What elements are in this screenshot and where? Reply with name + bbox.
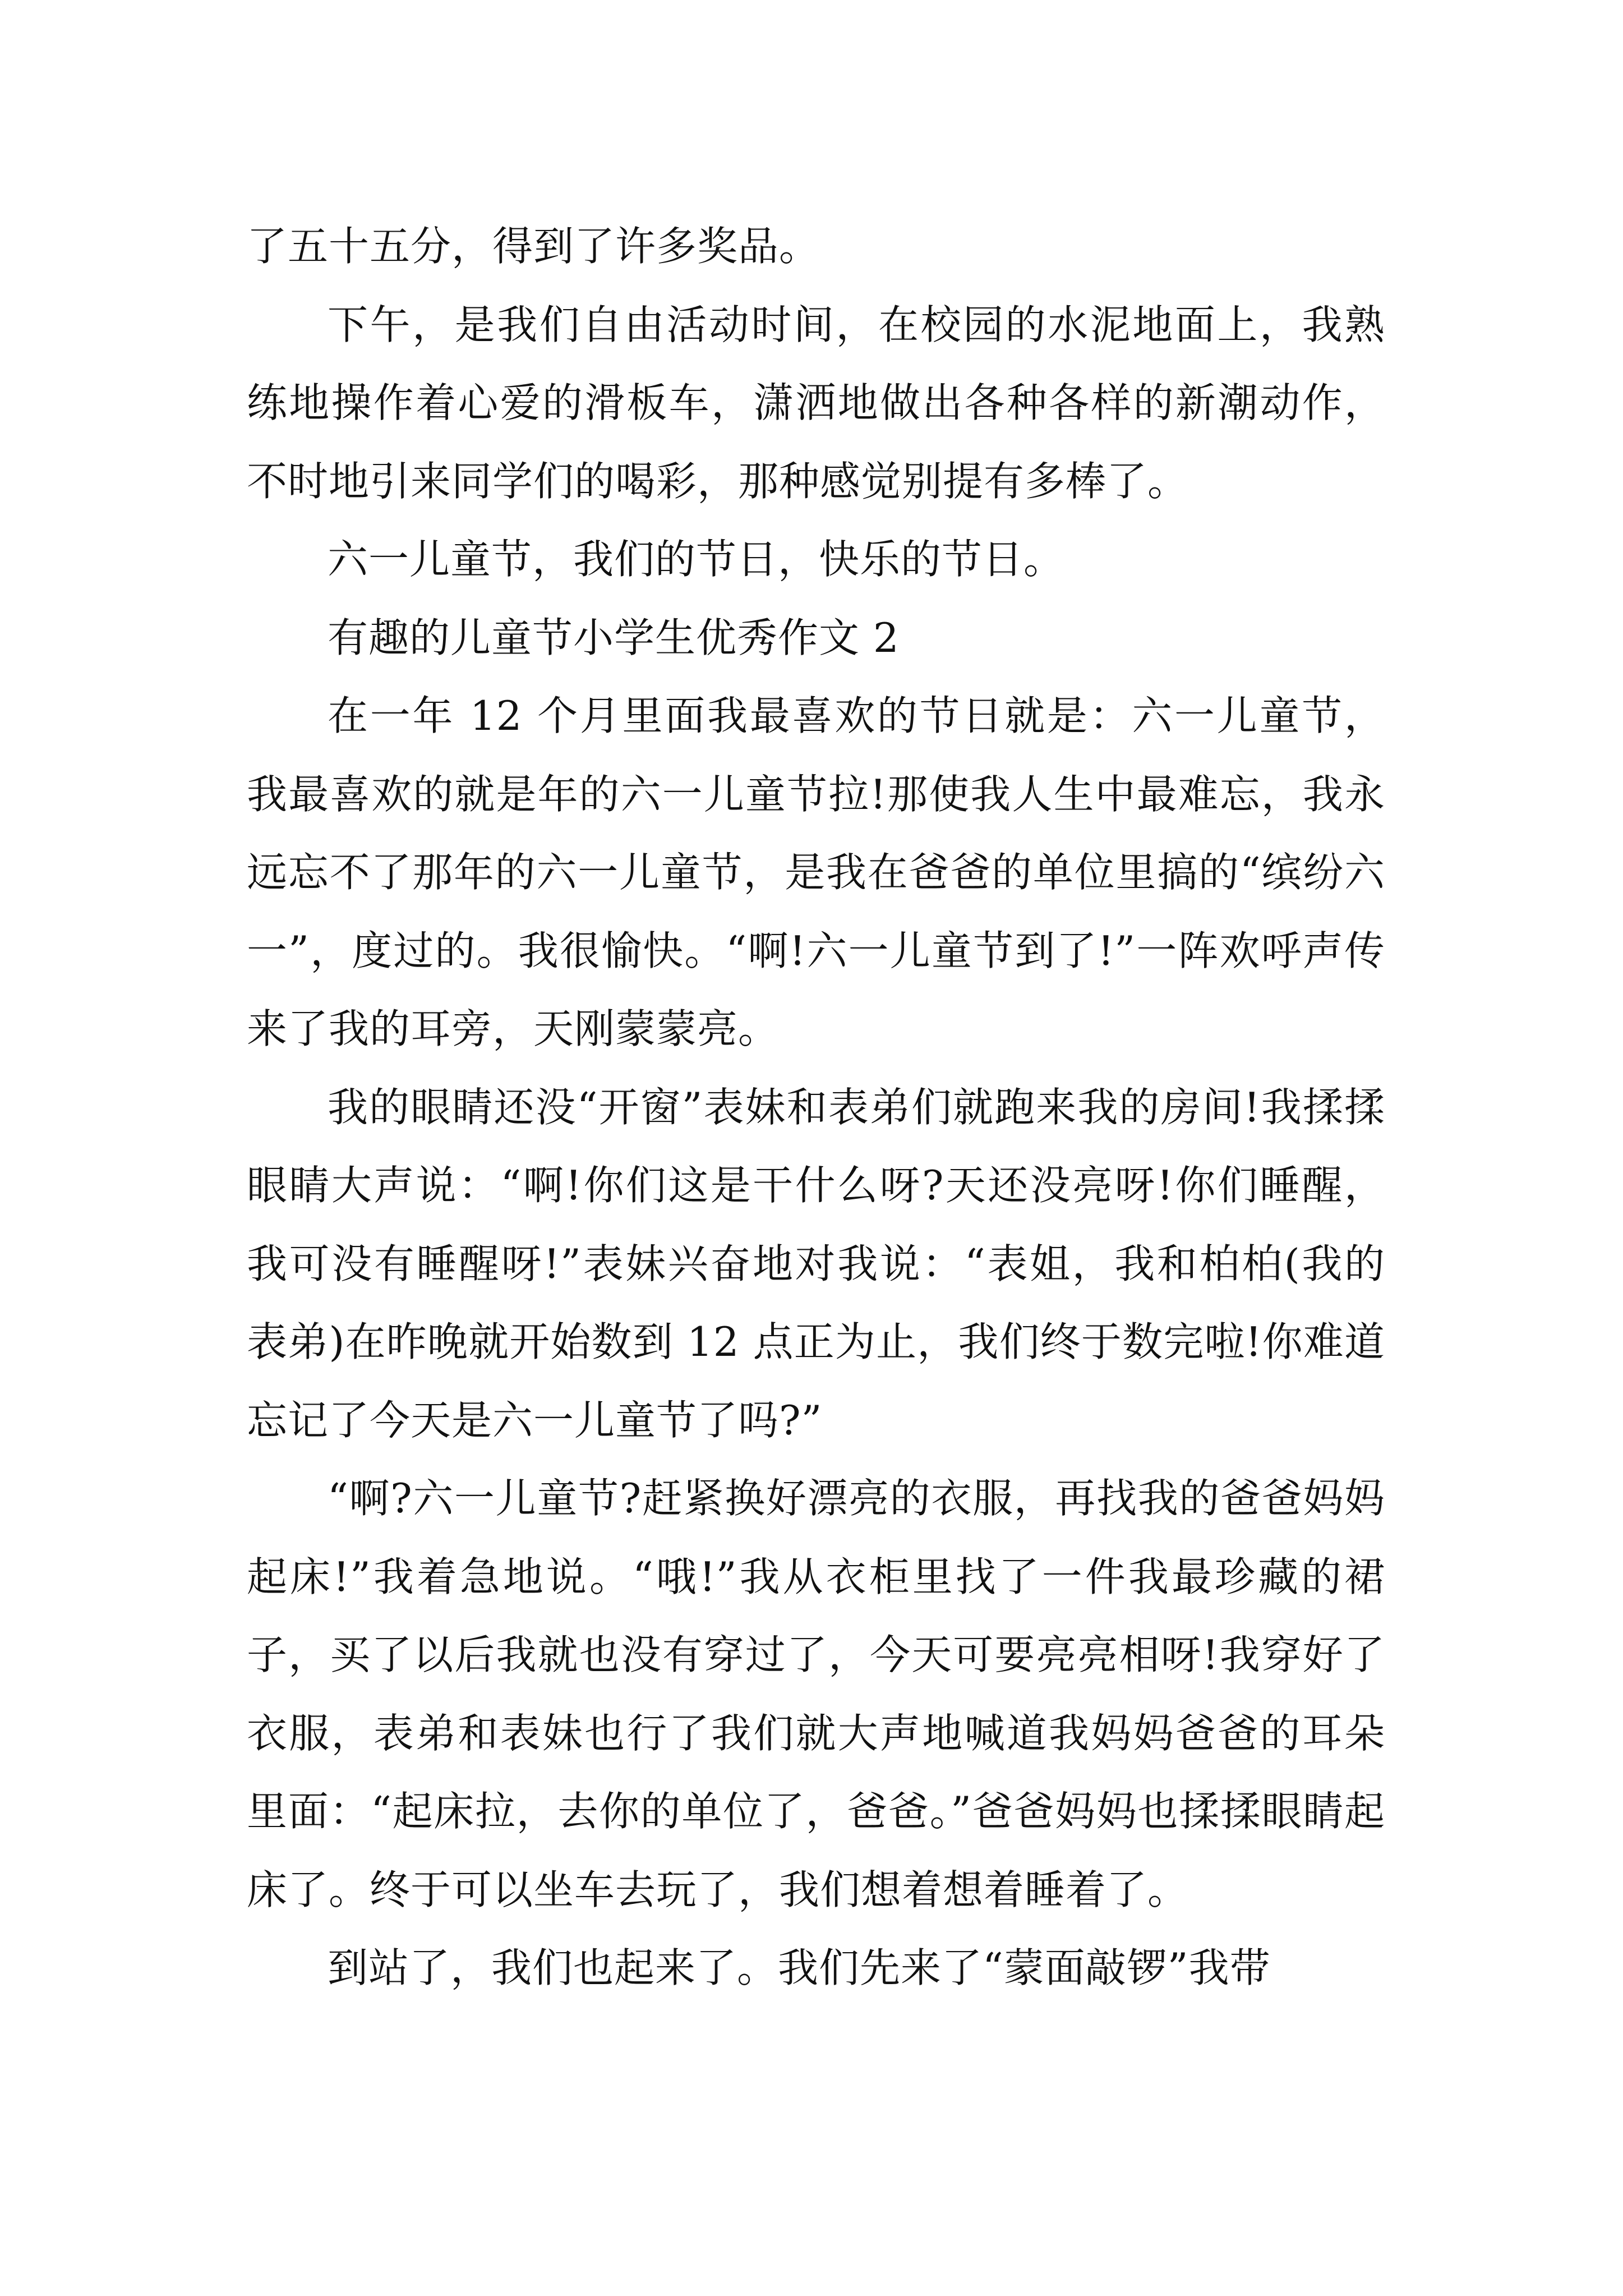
paragraph-continuation: 了五十五分，得到了许多奖品。 <box>247 223 820 270</box>
paragraph: 在一年 12 个月里面我最喜欢的节日就是：六一儿童节，我最喜欢的就是年的六一儿童节拉!那使我人生中最难忘，我永远忘不了那年的六一儿童节，是我在爸爸的单位里搞的“缤纷六一”，度过的。我很愉快。“啊!六一儿童节到了!”一阵欢呼声传来了我的耳旁，天刚蒙蒙亮。 <box>247 692 1385 1052</box>
paragraph: 我的眼睛还没“开窗”表妹和表弟们就跑来我的房间!我揉揉眼睛大声说：“啊!你们这是干什么呀?天还没亮呀!你们睡醒，我可没有睡醒呀!”表妹兴奋地对我说：“表姐，我和柏柏(我的表弟)在昨晚就开始数到 12 点正为止，我们终于数完啦!你难道忘记了今天是六一儿童节了吗?” <box>247 1083 1385 1444</box>
paragraph: 六一儿童节，我们的节日，快乐的节日。 <box>328 536 1065 583</box>
document-body <box>247 208 1385 2008</box>
paragraph: 下午，是我们自由活动时间，在校园的水泥地面上，我熟练地操作着心爱的滑板车，潇洒地做出各种各样的新潮动作，不时地引来同学们的喝彩，那种感觉别提有多棒了。 <box>247 301 1385 505</box>
essay-title: 有趣的儿童节小学生优秀作文 2 <box>328 614 900 661</box>
paragraph: “啊?六一儿童节?赶紧换好漂亮的衣服，再找我的爸爸妈妈起床!”我着急地说。“哦!”我从衣柜里找了一件我最珍藏的裙子，买了以后我就也没有穿过了，今天可要亮亮相呀!我穿好了衣服，表弟和表妹也行了我们就大声地喊道我妈妈爸爸的耳朵里面：“起床拉，去你的单位了，爸爸。”爸爸妈妈也揉揉眼睛起床了。终于可以坐车去玩了，我们想着想着睡着了。 <box>247 1475 1385 1913</box>
paragraph: 到站了，我们也起来了。我们先来了“蒙面敲锣”我带 <box>328 1944 1271 1991</box>
